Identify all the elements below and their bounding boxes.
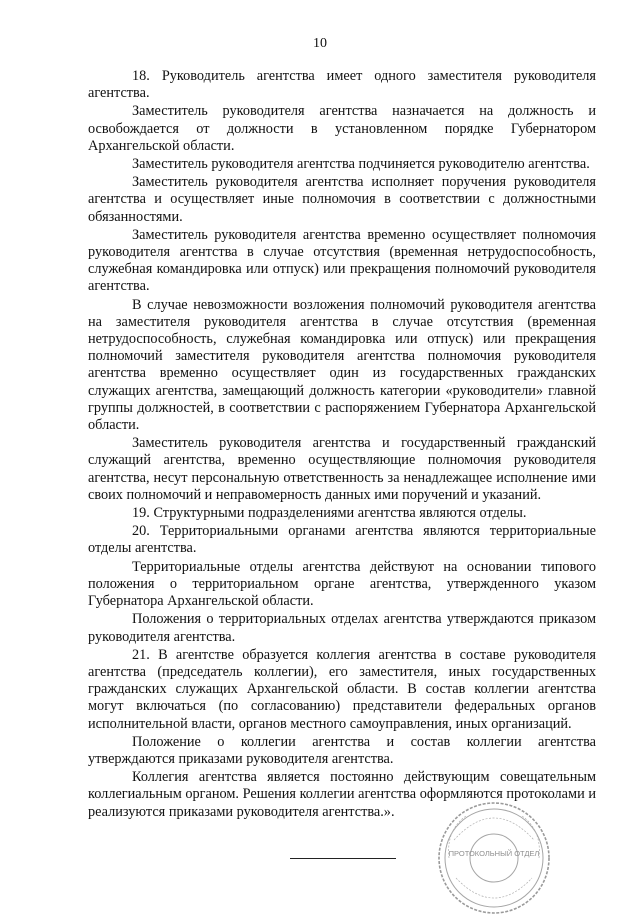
paragraph: Положение о коллегии агентства и состав коллегии агентства утверждаются приказами руководителя агентства. <box>88 733 596 767</box>
paragraph-18: 18. Руководитель агентства имеет одного заместителя руководителя агентства. <box>88 68 596 102</box>
document-body <box>88 68 596 821</box>
paragraph: Заместитель руководителя агентства временно осуществляет полномочия руководителя агентства в случае отсутствия (временная нетрудоспособность, служебная командировка или отпуск) или прекращения полномочий руководителя агентства. <box>88 226 596 295</box>
paragraph-19: 19. Структурными подразделениями агентства являются отделы. <box>132 505 527 522</box>
paragraph: Положения о территориальных отделах агентства утверждаются приказом руководителя агентства. <box>88 611 596 645</box>
paragraph: Заместитель руководителя агентства и государственный гражданский служащий агентства, временно осуществляющие полномочия руководителя агентства, несут персональную ответственность за ненадлежащее исполнение ими своих полномочий и неправомерность данных ими поручений и указаний. <box>88 435 596 503</box>
paragraph: В случае невозможности возложения полномочий руководителя агентства на заместителя руководителя агентства в случае отсутствия (временная нетрудоспособность, служебная командировка или отпуск) или прекращения полномочий заместителя руководителя агентства полномочия руководителя агентства временно осуществляет один из государственных гражданских служащих агентства, замещающий должность категории «руководители» главной группы должностей, в соответствии с распоряжением Губернатора Архангельской области. <box>88 296 596 434</box>
paragraph: Заместитель руководителя агентства исполняет поручения руководителя агентства и осуществляет иные полномочия в соответствии с должностными обязанностями. <box>88 174 596 225</box>
paragraph: Территориальные отделы агентства действуют на основании типового положения о территориальном органе агентства, утвержденного указом Губернатора Архангельской области. <box>88 558 596 610</box>
paragraph: Коллегия агентства является постоянно действующим совещательным коллегиальным органом. Решения коллегии агентства оформляются протоколами и реализуются приказами руководителя агентства.». <box>88 769 596 820</box>
stamp-text: ПРОТОКОЛЬНЫЙ ОТДЕЛ <box>448 849 540 858</box>
paragraph-20: 20. Территориальными органами агентства являются территориальные отделы агентства. <box>88 523 596 557</box>
signature-line <box>290 858 396 859</box>
paragraph: Заместитель руководителя агентства назначается на должность и освобождается от должности в установленном порядке Губернатором Архангельской области. <box>88 103 596 154</box>
paragraph-21: 21. В агентстве образуется коллегия агентства в составе руководителя агентства (председатель коллегии), его заместителя, иных государственных гражданских служащих Архангельской области. В состав коллегии агентства могут включаться (по согласованию) представители федеральных органов исполнительной власти, органов местного самоуправления, иных организаций. <box>88 646 596 732</box>
page-number: 10 <box>313 36 327 51</box>
paragraph: Заместитель руководителя агентства подчиняется руководителю агентства. <box>132 156 590 173</box>
official-stamp <box>436 800 552 916</box>
